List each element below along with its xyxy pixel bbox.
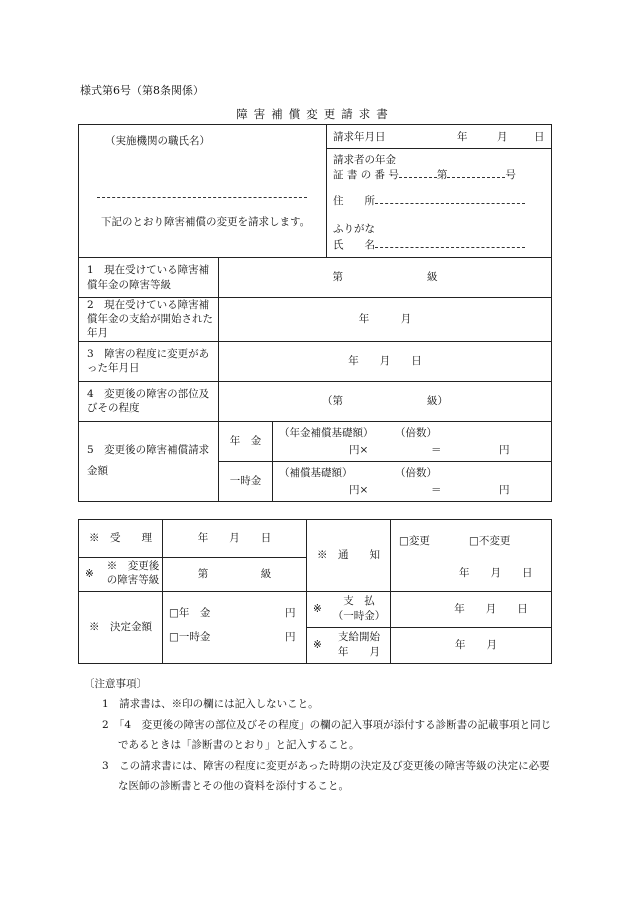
notes-header: 〔注意事項〕 <box>84 678 147 690</box>
item-5-lump-value[interactable] <box>273 461 552 501</box>
note-item-3: 3 この請求書には、障害の程度に変更があった時期の決定及び変更後の障害等級の決定に必要な医師の診断書とその他の資料を添付すること。 <box>102 759 550 793</box>
notice-value[interactable] <box>391 520 552 592</box>
pension-cert-label-1: 請求者の年金 <box>333 154 397 166</box>
grade-label: ※ 変更後の障害等級 <box>106 560 160 586</box>
agency-cell[interactable] <box>79 125 327 258</box>
claimant-cell[interactable] <box>327 149 552 258</box>
furigana-label: ふりがな <box>333 223 376 235</box>
item-4-label: 4 変更後の障害の部位及びその程度 <box>79 381 219 421</box>
request-date-label: 請求年月日 <box>333 131 386 143</box>
item-1-label: 1 現在受けている障害補償年金の障害等級 <box>79 258 219 298</box>
notice-date: 年 月 日 <box>459 567 533 579</box>
year-unit: 年 <box>457 131 468 143</box>
grade-label-cell <box>79 558 163 592</box>
payment-label-cell <box>307 592 391 628</box>
notes-section <box>84 674 554 797</box>
payment-start-date[interactable]: 年 月 <box>391 628 552 664</box>
payment-date[interactable]: 年 月 日 <box>391 592 552 628</box>
agency-name-line[interactable] <box>97 197 307 198</box>
name-label: 氏 名 <box>333 239 376 251</box>
name-row[interactable] <box>333 238 525 252</box>
notice-changed-checkbox[interactable]: □変更 <box>399 535 430 547</box>
item-5-lump-label: 一時金 <box>219 461 273 501</box>
amount-pension-yen: 円 <box>285 607 296 619</box>
received-label: ※ 受 理 <box>79 520 163 558</box>
day-unit: 日 <box>534 131 545 143</box>
lump-base-label: （補償基礎額） <box>279 466 353 479</box>
grade-value[interactable]: 第 級 <box>163 558 307 592</box>
item-2-label: 2 現在受けている障害補償年金の支給が開始された年月 <box>79 298 219 342</box>
item-5-pension-value[interactable] <box>273 421 552 461</box>
amount-lump-yen: 円 <box>285 631 296 643</box>
pension-cert-line-2[interactable] <box>447 168 505 178</box>
pension-cert-row[interactable] <box>333 168 516 182</box>
request-text: 下記のとおり障害補償の変更を請求します。 <box>101 216 311 228</box>
document-title: 障害補償変更請求書 <box>236 107 394 121</box>
payment-sub-label: （一時金） <box>332 610 386 622</box>
amount-label: ※ 決定金額 <box>79 592 163 664</box>
item-1-value[interactable]: 第 級 <box>219 258 552 298</box>
notice-label: ※ 通 知 <box>307 520 391 592</box>
request-date-cell[interactable] <box>327 125 552 149</box>
pension-multiplier-label: （倍数） <box>395 426 437 439</box>
amount-pension-checkbox[interactable]: □年 金 <box>169 607 211 619</box>
main-form-table <box>78 124 552 502</box>
address-label: 住 所 <box>333 195 376 207</box>
pension-go: 号 <box>505 169 516 181</box>
amount-lump-checkbox[interactable]: □一時金 <box>169 631 211 643</box>
pension-cert-line-1[interactable] <box>399 168 437 178</box>
address-line[interactable] <box>375 194 525 204</box>
pension-eq: ＝ <box>431 443 442 456</box>
office-use-table <box>78 519 552 664</box>
item-4-value[interactable]: （第 級） <box>219 381 552 421</box>
lump-yen-x: 円× <box>349 483 369 496</box>
lump-yen: 円 <box>499 483 510 496</box>
payment-start-sub-label: 年 月 <box>338 646 380 658</box>
pension-dai: 第 <box>436 169 448 181</box>
address-row[interactable] <box>333 194 525 208</box>
grade-mark: ※ <box>85 568 94 580</box>
item-5-label: 5 変更後の障害補償請求金額 <box>79 421 219 501</box>
pension-cert-label-2: 証 書 の 番 号 <box>333 169 399 181</box>
payment-label: 支 払 <box>343 595 375 607</box>
agency-label: （実施機関の職氏名） <box>105 135 210 147</box>
item-2-value[interactable]: 年 月 <box>219 298 552 342</box>
name-line[interactable] <box>375 238 525 248</box>
payment-start-label-cell <box>307 628 391 664</box>
pension-yen-x: 円× <box>349 443 369 456</box>
payment-mark: ※ <box>313 603 322 615</box>
lump-eq: ＝ <box>431 483 442 496</box>
payment-start-mark: ※ <box>313 639 322 651</box>
item-5-pension-label: 年 金 <box>219 421 273 461</box>
payment-start-label: 支給開始 <box>338 631 380 643</box>
month-unit: 月 <box>497 131 508 143</box>
form-number: 様式第6号（第8条関係） <box>80 84 204 97</box>
item-3-label: 3 障害の程度に変更があった年月日 <box>79 341 219 381</box>
notice-unchanged-checkbox[interactable]: □不変更 <box>469 535 511 547</box>
lump-multiplier-label: （倍数） <box>395 466 437 479</box>
received-value[interactable]: 年 月 日 <box>163 520 307 558</box>
note-item-1: 1 請求書は、※印の欄には記入しないこと。 <box>102 698 319 711</box>
pension-base-label: （年金補償基礎額） <box>279 426 374 439</box>
note-item-2: 2 「4 変更後の障害の部位及びその程度」の欄の記入事項が添付する診断書の記載事項と同じであるときは「診断書のとおり」と記入すること。 <box>102 718 552 752</box>
item-3-value[interactable]: 年 月 日 <box>219 341 552 381</box>
pension-yen: 円 <box>499 443 510 456</box>
amount-value[interactable] <box>163 592 307 664</box>
